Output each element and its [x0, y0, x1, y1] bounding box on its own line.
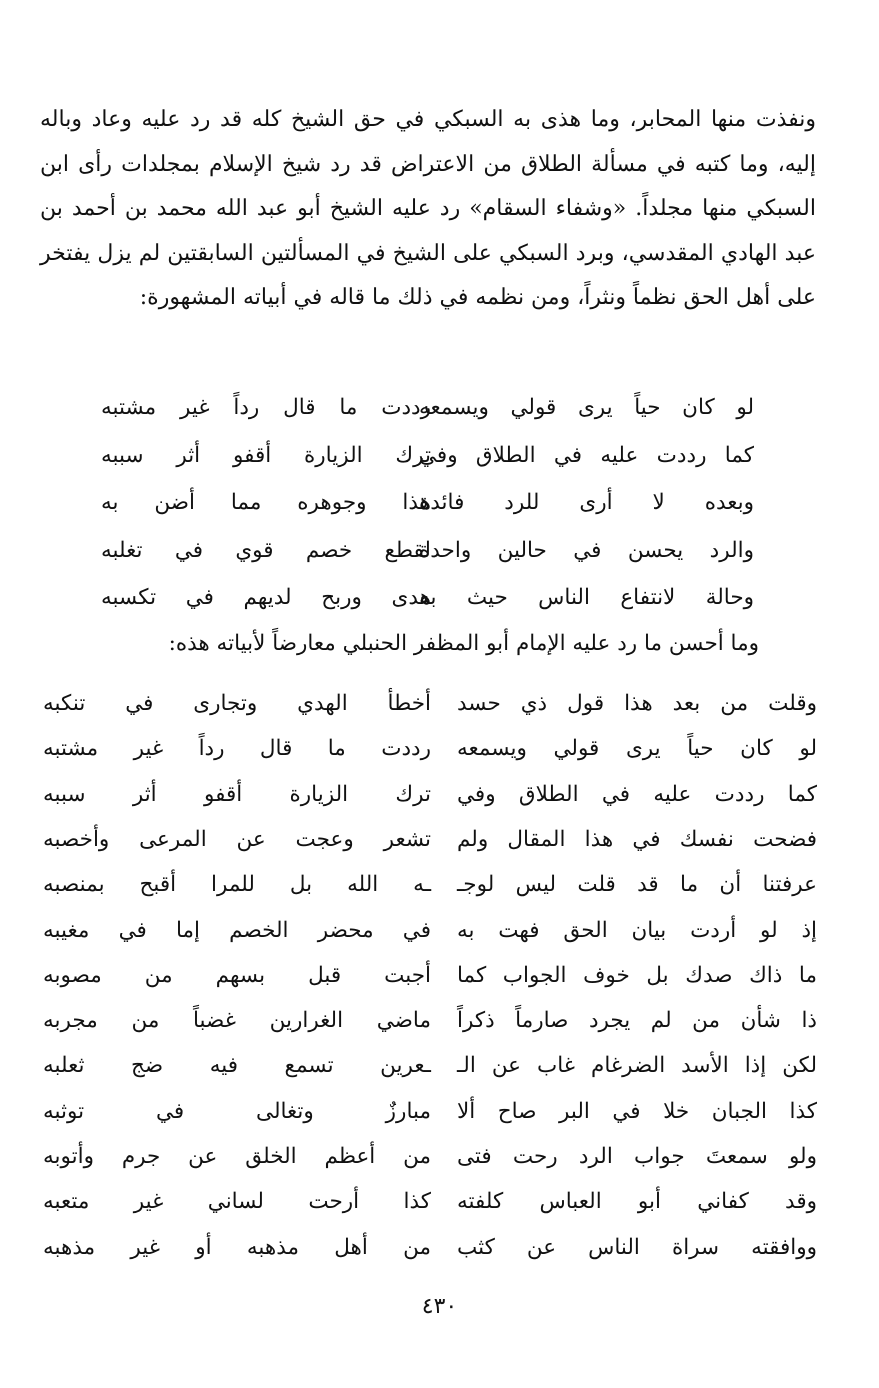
second-hemistich: ماضي الغرارين غضباً من مجربه [43, 1008, 431, 1034]
verse-line [0, 1224, 879, 1272]
second-hemistich: تشعر وعجت عن المرعى وأخصبه [43, 826, 431, 852]
verse-line [0, 861, 879, 909]
verse-line [0, 1178, 879, 1226]
verse-line [0, 997, 879, 1045]
verse-line [0, 432, 879, 480]
first-hemistich: لكن إذا الأسد الضرغام غاب عن الـ [457, 1053, 817, 1079]
verse-line [0, 1088, 879, 1136]
verse-line [0, 907, 879, 955]
verse-line [0, 1133, 879, 1181]
verse-line [0, 479, 879, 527]
verse-line [0, 574, 879, 622]
first-hemistich: عرفتنا أن ما قد قلت ليس لوجـ [457, 872, 817, 898]
first-hemistich: ما ذاك صدك بل خوف الجواب كما [457, 962, 817, 988]
verse-line [0, 680, 879, 728]
verse-line [0, 384, 879, 432]
verse-line [0, 1042, 879, 1090]
second-hemistich: رددت ما قال رداً غير مشتبه [101, 395, 431, 420]
first-hemistich: وقد كفاني أبو العباس كلفته [457, 1189, 817, 1215]
first-hemistich: إذ لو أردت بيان الحق فهت به [457, 917, 817, 943]
second-hemistich: أجبت قبل بسهم من مصوبه [43, 962, 431, 988]
first-hemistich: ذا شأن من لم يجرد صارماً ذكراً [457, 1008, 817, 1034]
first-hemistich: وبعده لا أرى للرد فائدة [419, 490, 754, 515]
second-hemistich: في محضر الخصم إما في مغيبه [43, 917, 431, 943]
body-paragraph: ونفذت منها المحابر، وما هذى به السبكي في حق الشيخ كله قد رد عليه وعاد وباله إليه، وما كتبه في مسألة الطلاق من الاعتراض قد رد شيخ الإسلام بمجلدات رأى ابن السبكي منها مجلداً. «وشفاء السقام» رد عليه الشيخ أبو عبد الله محمد بن أحمد بن عبد الهادي المقدسي، وبرد السبكي على الشيخ في المسألتين السابقتين لم يزل يفتخر على أهل الحق نظماً ونثراً، ومن نظمه في ذلك ما قاله في أبياته المشهورة: [40, 107, 816, 310]
first-hemistich: كما رددت عليه في الطلاق وفي [457, 781, 817, 807]
verse-line [0, 771, 879, 819]
verse-line [0, 725, 879, 773]
second-hemistich: من أهل مذهبه أو غير مذهبه [43, 1234, 431, 1260]
first-hemistich: كما رددت عليه في الطلاق وفي [419, 442, 754, 468]
first-hemistich: والرد يحسن في حالين واحدة [419, 537, 754, 563]
second-hemistich: ـعرين تسمع فيه ضج ثعلبه [43, 1053, 431, 1079]
second-hemistich: هذا وجوهره مما أضن به [101, 490, 431, 515]
second-hemistich: من أعظم الخلق عن جرم وأتوبه [43, 1144, 431, 1169]
verse-line [0, 952, 879, 1000]
first-hemistich: فضحت نفسك في هذا المقال ولم [457, 826, 817, 852]
second-hemistich: لقطع خصم قوي في تغلبه [101, 537, 431, 563]
second-hemistich: ترك الزيارة أقفو أثر سببه [43, 781, 431, 807]
poem-two-intro: وما أحسن ما رد عليه الإمام أبو المظفر الحنبلي معارضاً لأبياته هذه: [168, 631, 759, 656]
second-hemistich: ترك الزيارة أقفو أثر سببه [101, 442, 431, 468]
first-hemistich: كذا الجبان خلا في البر صاح ألا [457, 1098, 817, 1124]
verse-line [0, 527, 879, 575]
page-number: ٤٣٠ [421, 1294, 458, 1319]
second-hemistich: كذا أرحت لساني غير متعبه [43, 1189, 431, 1215]
first-hemistich: ولو سمعتَ جواب الرد رحت فتى [457, 1144, 817, 1169]
second-hemistich: أخطأ الهدي وتجارى في تنكبه [43, 691, 431, 716]
first-hemistich: وقلت من بعد هذا قول ذي حسد [457, 691, 817, 716]
first-hemistich: وحالة لانتفاع الناس حيث به [419, 585, 754, 610]
second-hemistich: ـه الله بل للمرا أقبح بمنصبه [43, 872, 431, 898]
second-hemistich: هدى وربح لديهم في تكسبه [101, 585, 431, 610]
second-hemistich: مبارزٌ وتغالى في توثبه [43, 1098, 431, 1124]
first-hemistich: لو كان حياً يرى قولي ويسمعه [419, 395, 754, 420]
second-hemistich: رددت ما قال رداً غير مشتبه [43, 736, 431, 762]
verse-line [0, 816, 879, 864]
first-hemistich: ووافقته سراة الناس عن كثب [457, 1234, 817, 1260]
first-hemistich: لو كان حياً يرى قولي ويسمعه [457, 736, 817, 762]
